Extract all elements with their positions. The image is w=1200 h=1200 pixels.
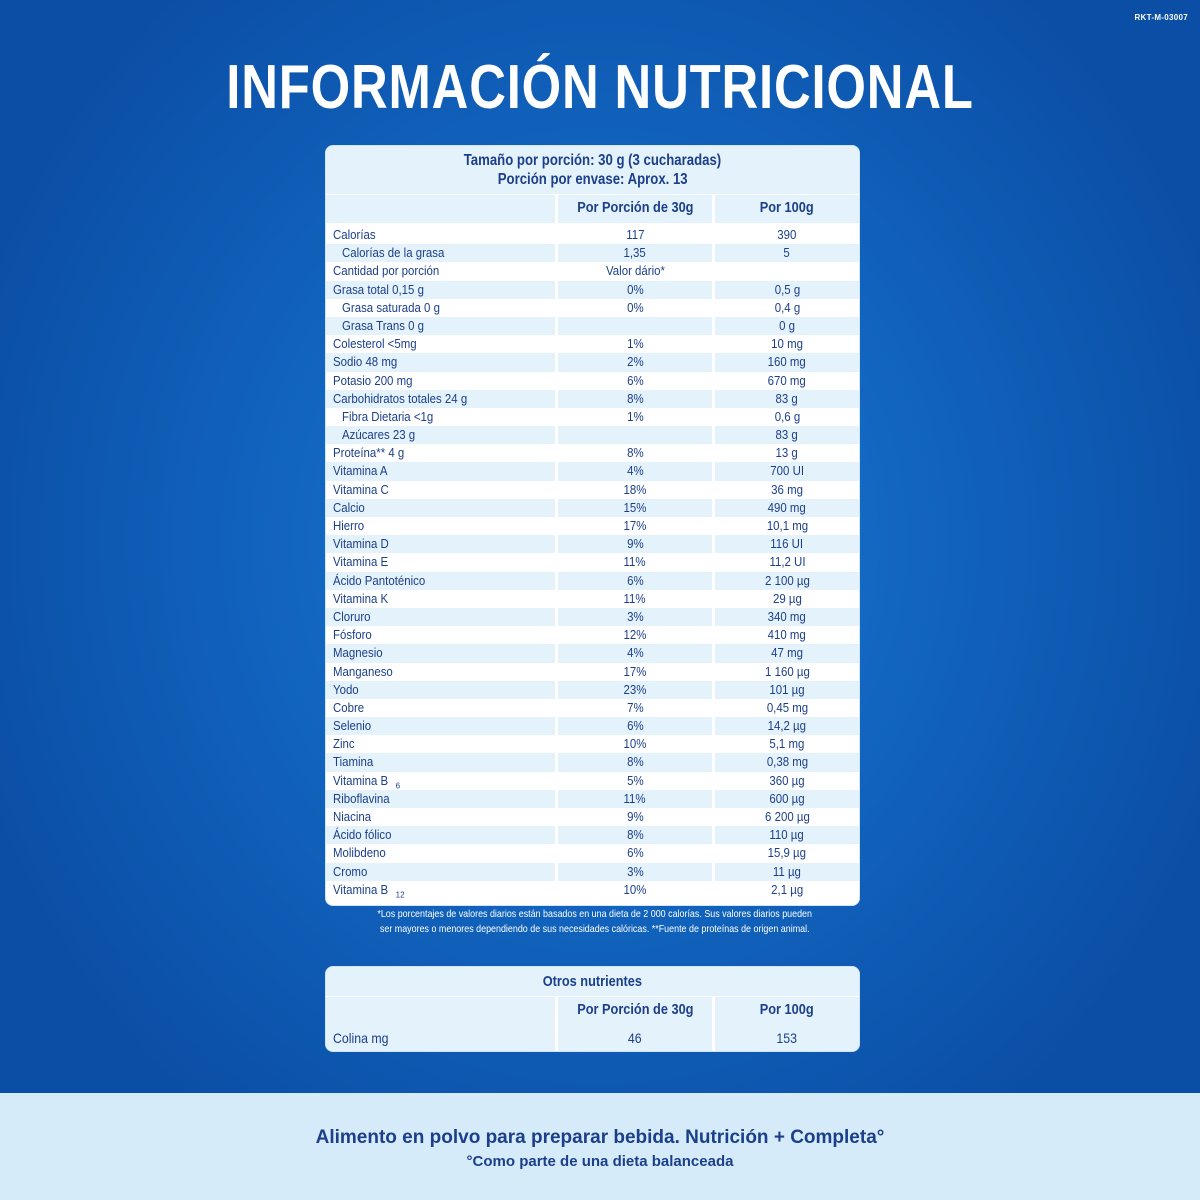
nutrient-name: Calcio xyxy=(326,499,555,517)
table-row xyxy=(326,462,859,480)
table-row xyxy=(326,844,859,862)
table-row xyxy=(326,317,859,335)
nutrient-per100: 0,45 mg xyxy=(712,699,859,717)
nutrient-per100: 700 UI xyxy=(712,462,859,480)
nutrient-portion: Valor dário* xyxy=(555,262,712,280)
nutrient-per100: 160 mg xyxy=(712,353,859,371)
nutrient-name: Vitamina C xyxy=(326,481,555,499)
nutrient-name: Manganeso xyxy=(326,663,555,681)
tagline: Alimento en polvo para preparar bebida. Nutrición + Completa° xyxy=(315,1127,885,1148)
nutrient-per100: 0 g xyxy=(712,317,859,335)
product-code: RKT-M-03007 xyxy=(1134,13,1188,22)
nutrient-name: Cloruro xyxy=(326,608,555,626)
nutrient-portion: 7% xyxy=(555,699,712,717)
nutrient-name: Magnesio xyxy=(326,644,555,662)
table-row xyxy=(326,753,859,771)
nutrient-name: Molibdeno xyxy=(326,844,555,862)
nutrient-name: Proteína** 4 g xyxy=(326,444,555,462)
table-row xyxy=(326,353,859,371)
nutrient-name: Vitamina A xyxy=(326,462,555,480)
nutrient-per100: 0,6 g xyxy=(712,408,859,426)
nutrient-name: Vitamina B $_{12}$ xyxy=(326,881,555,899)
nutrient-per100: 10 mg xyxy=(712,335,859,353)
nutrient-per100: 10,1 mg xyxy=(712,517,859,535)
column-header-100g: Por 100g xyxy=(712,195,859,223)
nutrient-name: Tiamina xyxy=(326,753,555,771)
nutrient-portion: 3% xyxy=(555,608,712,626)
table-row xyxy=(326,826,859,844)
nutrient-name: Ácido fólico xyxy=(326,826,555,844)
nutrient-per100: 15,9 µg xyxy=(712,844,859,862)
column-headers xyxy=(326,194,859,223)
nutrient-name: Potasio 200 mg xyxy=(326,372,555,390)
nutrient-name: Cantidad por porción xyxy=(326,262,555,280)
table-row xyxy=(326,372,859,390)
nutrient-per100: 11 µg xyxy=(712,863,859,881)
nutrient-per100: 2,1 µg xyxy=(712,881,859,899)
nutrient-portion: 8% xyxy=(555,390,712,408)
nutrient-portion: 6% xyxy=(555,844,712,862)
servings-per-container: Porción por envase: Aprox. 13 xyxy=(497,171,688,188)
nutrient-per100 xyxy=(712,262,859,280)
nutrient-name: Cromo xyxy=(326,863,555,881)
nutrient-per100: 360 µg xyxy=(712,772,859,790)
nutrient-name: Grasa total 0,15 g xyxy=(326,281,555,299)
nutrient-per100: 0,38 mg xyxy=(712,753,859,771)
nutrient-name: Niacina xyxy=(326,808,555,826)
nutrient-per100: 490 mg xyxy=(712,499,859,517)
other-nutrients-table xyxy=(325,966,860,1052)
nutrient-name: Azúcares 23 g xyxy=(326,426,555,444)
nutrient-per100: 670 mg xyxy=(712,372,859,390)
nutrient-portion: 17% xyxy=(555,663,712,681)
nutrient-per100: 600 µg xyxy=(712,790,859,808)
nutrient-portion: 4% xyxy=(555,644,712,662)
table-row xyxy=(326,608,859,626)
nutrient-name: Colina mg xyxy=(326,1025,555,1052)
nutrient-per100: 6 200 µg xyxy=(712,808,859,826)
nutrient-name: Calorías xyxy=(326,226,555,244)
nutrient-name: Fósforo xyxy=(326,626,555,644)
nutrient-name: Hierro xyxy=(326,517,555,535)
nutrient-per100: 11,2 UI xyxy=(712,553,859,571)
nutrient-portion: 18% xyxy=(555,481,712,499)
nutrient-name: Colesterol <5mg xyxy=(326,335,555,353)
nutrient-per100: 14,2 µg xyxy=(712,717,859,735)
nutrient-name: Grasa Trans 0 g xyxy=(326,317,555,335)
nutrient-per100: 13 g xyxy=(712,444,859,462)
nutrient-name: Ácido Pantoténico xyxy=(326,572,555,590)
nutrient-portion: 23% xyxy=(555,681,712,699)
nutrient-name: Fibra Dietaria <1g xyxy=(326,408,555,426)
nutrient-per100: 110 µg xyxy=(712,826,859,844)
table-row xyxy=(326,644,859,662)
nutrient-portion: 5% xyxy=(555,772,712,790)
nutrient-portion: 10% xyxy=(555,881,712,899)
table-row xyxy=(326,262,859,280)
nutrient-per100: 340 mg xyxy=(712,608,859,626)
nutrient-per100: 47 mg xyxy=(712,644,859,662)
other-column-header-name xyxy=(326,997,555,1025)
nutrient-rows xyxy=(326,223,859,899)
nutrient-name: Vitamina D xyxy=(326,535,555,553)
column-header-name xyxy=(326,195,555,223)
table-row xyxy=(326,226,859,244)
nutrient-portion: 1,35 xyxy=(555,244,712,262)
nutrient-portion: 11% xyxy=(555,790,712,808)
nutrient-portion xyxy=(555,317,712,335)
nutrient-name: Sodio 48 mg xyxy=(326,353,555,371)
nutrient-portion: 11% xyxy=(555,590,712,608)
nutrient-portion: 8% xyxy=(555,444,712,462)
table-row xyxy=(326,735,859,753)
table-row xyxy=(326,663,859,681)
nutrient-per100: 36 mg xyxy=(712,481,859,499)
table-row xyxy=(326,408,859,426)
nutrient-per100: 2 100 µg xyxy=(712,572,859,590)
table-row xyxy=(326,808,859,826)
nutrient-portion: 6% xyxy=(555,372,712,390)
nutrient-portion: 1% xyxy=(555,335,712,353)
table-row xyxy=(326,244,859,262)
nutrient-portion: 17% xyxy=(555,517,712,535)
nutrient-name: Zinc xyxy=(326,735,555,753)
table-row xyxy=(326,553,859,571)
page-title: INFORMACIÓN NUTRICIONAL xyxy=(226,53,974,122)
serving-size: Tamaño por porción: 30 g (3 cucharadas) xyxy=(463,152,722,169)
table-row xyxy=(326,863,859,881)
table-row xyxy=(326,790,859,808)
nutrient-per100: 83 g xyxy=(712,390,859,408)
other-nutrients-title: Otros nutrientes xyxy=(326,967,859,996)
nutrient-name: Cobre xyxy=(326,699,555,717)
table-row xyxy=(326,535,859,553)
table-row xyxy=(326,481,859,499)
table-row xyxy=(326,881,859,899)
other-column-header-portion: Por Porción de 30g xyxy=(555,997,712,1025)
serving-header xyxy=(326,146,859,194)
footnote: *Los porcentajes de valores diarios están basados en una dieta de 2 000 calorías. Sus valores diarios pueden ser mayores o menores dependiendo de sus necesidades calóricas. **Fuente de proteínas de origen animal. xyxy=(377,908,813,935)
column-header-portion: Por Porción de 30g xyxy=(555,195,712,223)
nutrient-portion: 46 xyxy=(555,1025,712,1052)
nutrition-table xyxy=(325,145,860,906)
nutrient-name: Vitamina K xyxy=(326,590,555,608)
nutrient-per100: 5 xyxy=(712,244,859,262)
nutrient-portion: 15% xyxy=(555,499,712,517)
table-row xyxy=(326,681,859,699)
nutrient-portion: 1% xyxy=(555,408,712,426)
other-column-header-100g: Por 100g xyxy=(712,997,859,1025)
nutrient-name: Vitamina B $_6$ xyxy=(326,772,555,790)
nutrient-portion: 11% xyxy=(555,553,712,571)
nutrient-portion: 0% xyxy=(555,299,712,317)
nutrient-portion: 9% xyxy=(555,808,712,826)
nutrient-per100: 116 UI xyxy=(712,535,859,553)
tagline-note: °Como parte de una dieta balanceada xyxy=(466,1153,734,1170)
nutrient-per100: 153 xyxy=(712,1025,859,1052)
nutrient-name: Calorías de la grasa xyxy=(326,244,555,262)
nutrient-per100: 1 160 µg xyxy=(712,663,859,681)
nutrient-per100: 29 µg xyxy=(712,590,859,608)
table-row xyxy=(326,390,859,408)
nutrient-portion: 6% xyxy=(555,717,712,735)
table-row xyxy=(326,626,859,644)
nutrient-portion: 9% xyxy=(555,535,712,553)
table-row xyxy=(326,281,859,299)
table-row xyxy=(326,772,859,790)
nutrient-per100: 0,5 g xyxy=(712,281,859,299)
nutrient-portion: 8% xyxy=(555,753,712,771)
table-row xyxy=(326,299,859,317)
nutrient-name: Yodo xyxy=(326,681,555,699)
table-row xyxy=(326,444,859,462)
nutrient-portion xyxy=(555,426,712,444)
table-row xyxy=(326,590,859,608)
nutrient-per100: 101 µg xyxy=(712,681,859,699)
nutrient-portion: 12% xyxy=(555,626,712,644)
table-row xyxy=(326,717,859,735)
nutrient-portion: 10% xyxy=(555,735,712,753)
table-row xyxy=(326,426,859,444)
nutrient-per100: 83 g xyxy=(712,426,859,444)
nutrient-portion: 8% xyxy=(555,826,712,844)
table-row xyxy=(326,335,859,353)
nutrient-name: Grasa saturada 0 g xyxy=(326,299,555,317)
nutrient-portion: 3% xyxy=(555,863,712,881)
other-column-headers xyxy=(326,996,859,1025)
table-row xyxy=(326,517,859,535)
nutrient-per100: 5,1 mg xyxy=(712,735,859,753)
nutrient-portion: 4% xyxy=(555,462,712,480)
nutrient-name: Vitamina E xyxy=(326,553,555,571)
nutrient-per100: 390 xyxy=(712,226,859,244)
nutrient-portion: 6% xyxy=(555,572,712,590)
nutrient-name: Riboflavina xyxy=(326,790,555,808)
table-row xyxy=(326,1025,859,1052)
nutrient-per100: 410 mg xyxy=(712,626,859,644)
nutrient-portion: 0% xyxy=(555,281,712,299)
nutrient-portion: 117 xyxy=(555,226,712,244)
table-row xyxy=(326,572,859,590)
table-row xyxy=(326,699,859,717)
table-row xyxy=(326,499,859,517)
nutrient-per100: 0,4 g xyxy=(712,299,859,317)
nutrient-name: Selenio xyxy=(326,717,555,735)
nutrient-name: Carbohidratos totales 24 g xyxy=(326,390,555,408)
nutrient-portion: 2% xyxy=(555,353,712,371)
